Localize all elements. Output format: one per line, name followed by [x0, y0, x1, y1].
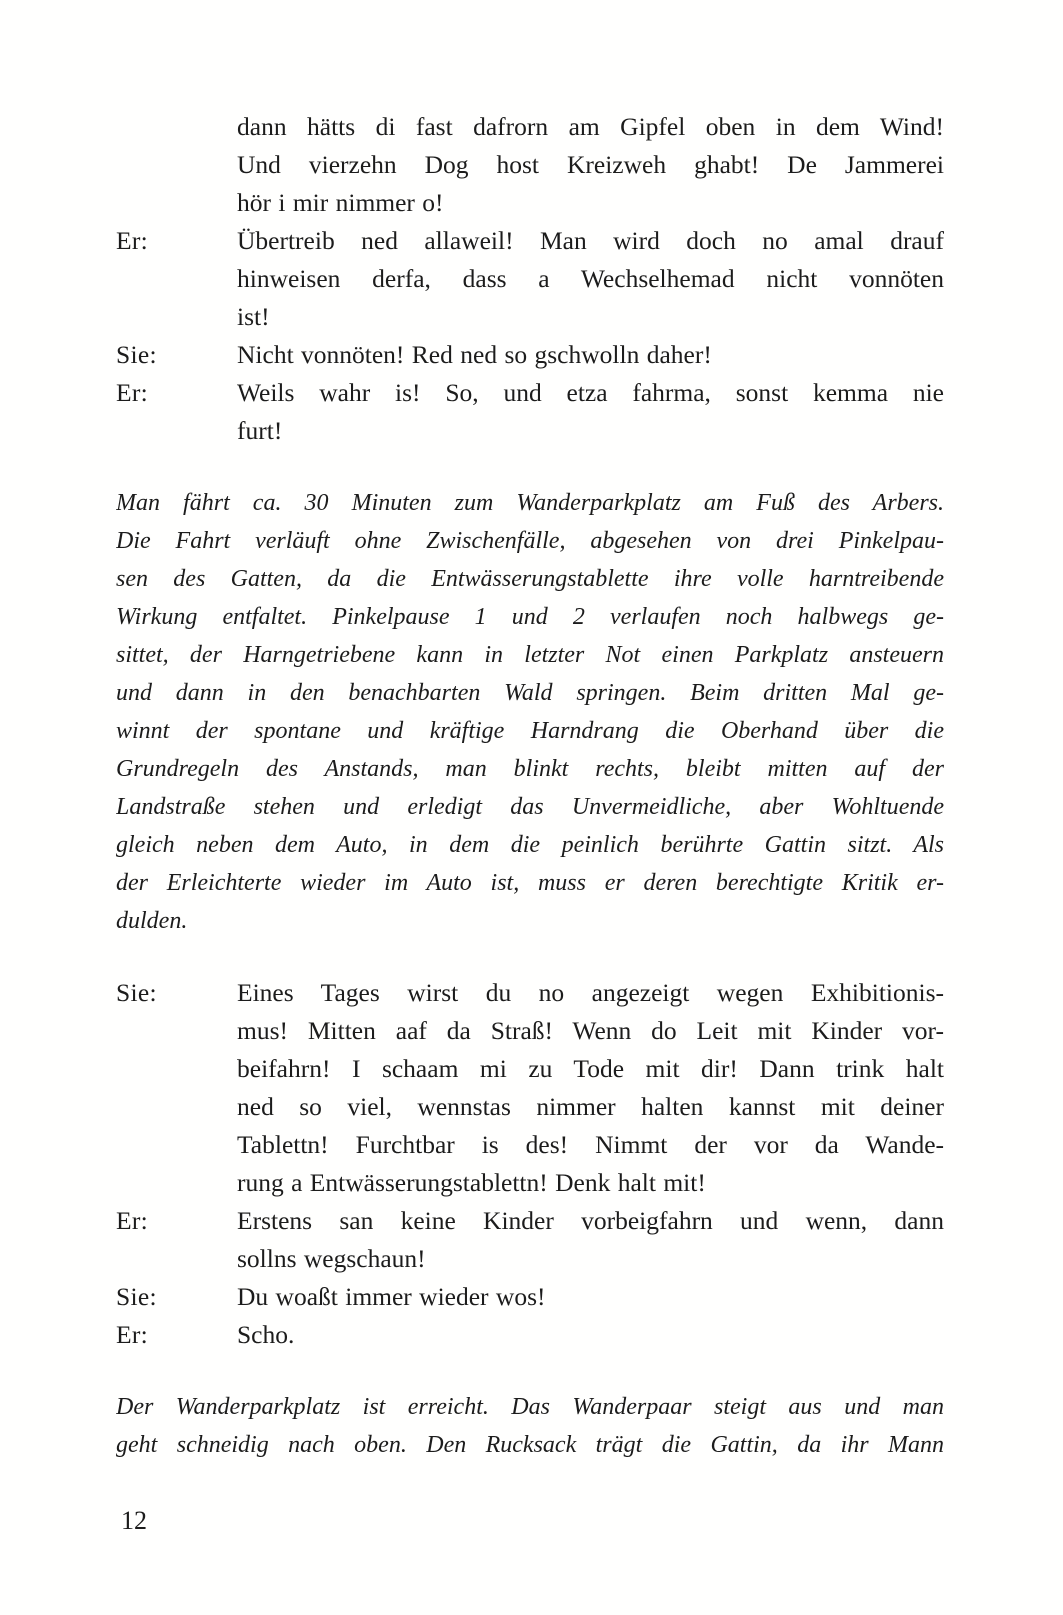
narration-line: Wirkung entfaltet. Pinkelpause 1 und 2 verlaufen noch halbwegs ge- — [116, 604, 944, 630]
narration-line: dulden. — [116, 908, 188, 934]
narration-line: Man fährt ca. 30 Minuten zum Wanderparkplatz am Fuß des Arbers. — [116, 490, 944, 516]
dialogue-block — [116, 336, 944, 374]
dialogue-line: Übertreib ned allaweil! Man wird doch no amal drauf — [237, 226, 944, 255]
dialogue-line: Scho. — [237, 1320, 295, 1349]
speaker-label: Er: — [116, 1320, 149, 1349]
speaker-label: Er: — [116, 226, 149, 255]
dialogue-line: sollns wegschaun! — [237, 1244, 426, 1273]
dialogue-block — [116, 374, 944, 450]
narration-line: sittet, der Harngetriebene kann in letzter Not einen Parkplatz ansteuern — [116, 642, 944, 668]
page-number: 12 — [121, 1506, 147, 1535]
speaker-label: Er: — [116, 1206, 149, 1235]
dialogue-line: rung a Entwässerungstablettn! Denk halt mit! — [237, 1168, 706, 1197]
dialogue-line: Du woaßt immer wieder wos! — [237, 1282, 546, 1311]
dialogue-block — [116, 974, 944, 1202]
dialogue-block — [116, 222, 944, 336]
dialogue-block — [116, 1278, 944, 1316]
dialogue-line: Erstens san keine Kinder vorbeigfahrn und wenn, dann — [237, 1206, 944, 1235]
dialogue-line: ist! — [237, 302, 270, 331]
speaker-label: Sie: — [116, 978, 157, 1007]
speaker-label: Sie: — [116, 340, 157, 369]
dialogue-line: mus! Mitten aaf da Straß! Wenn do Leit mit Kinder vor- — [237, 1016, 944, 1045]
dialogue-block — [116, 1316, 944, 1354]
narration-line: der Erleichterte wieder im Auto ist, muss er deren berechtigte Kritik er- — [116, 870, 944, 896]
dialogue-line: hinweisen derfa, dass a Wechselhemad nicht vonnöten — [237, 264, 944, 293]
dialogue-line: dann hätts di fast dafrorn am Gipfel oben in dem Wind! — [237, 112, 944, 141]
dialogue-line: Eines Tages wirst du no angezeigt wegen Exhibitionis- — [237, 978, 944, 1007]
dialogue-line: furt! — [237, 416, 283, 445]
narration-block — [116, 484, 944, 940]
narration-line: geht schneidig nach oben. Den Rucksack trägt die Gattin, da ihr Mann — [116, 1432, 944, 1458]
narration-line: Grundregeln des Anstands, man blinkt rechts, bleibt mitten auf der — [116, 756, 944, 782]
narration-line: Der Wanderparkplatz ist erreicht. Das Wanderpaar steigt aus und man — [116, 1394, 944, 1420]
dialogue-line: Tablettn! Furchtbar is des! Nimmt der vor da Wande- — [237, 1130, 944, 1159]
dialogue-line: Nicht vonnöten! Red ned so gschwolln daher! — [237, 340, 712, 369]
dialogue-block — [116, 108, 944, 222]
dialogue-line: ned so viel, wennstas nimmer halten kannst mit deiner — [237, 1092, 944, 1121]
narration-block — [116, 1388, 944, 1464]
narration-line: gleich neben dem Auto, in dem die peinlich berührte Gattin sitzt. Als — [116, 832, 944, 858]
page-text-block — [116, 108, 944, 1464]
dialogue-line: Und vierzehn Dog host Kreizweh ghabt! De Jammerei — [237, 150, 944, 179]
narration-line: Die Fahrt verläuft ohne Zwischenfälle, abgesehen von drei Pinkelpau- — [116, 528, 944, 554]
narration-line: Landstraße stehen und erledigt das Unvermeidliche, aber Wohltuende — [116, 794, 944, 820]
narration-line: winnt der spontane und kräftige Harndrang die Oberhand über die — [116, 718, 944, 744]
speaker-label: Sie: — [116, 1282, 157, 1311]
narration-line: sen des Gatten, da die Entwässerungstablette ihre volle harntreibende — [116, 566, 944, 592]
dialogue-line: hör i mir nimmer o! — [237, 188, 444, 217]
narration-line: und dann in den benachbarten Wald springen. Beim dritten Mal ge- — [116, 680, 944, 706]
dialogue-line: beifahrn! I schaam mi zu Tode mit dir! Dann trink halt — [237, 1054, 944, 1083]
dialogue-line: Weils wahr is! So, und etza fahrma, sonst kemma nie — [237, 378, 944, 407]
dialogue-block — [116, 1202, 944, 1278]
speaker-label: Er: — [116, 378, 149, 407]
